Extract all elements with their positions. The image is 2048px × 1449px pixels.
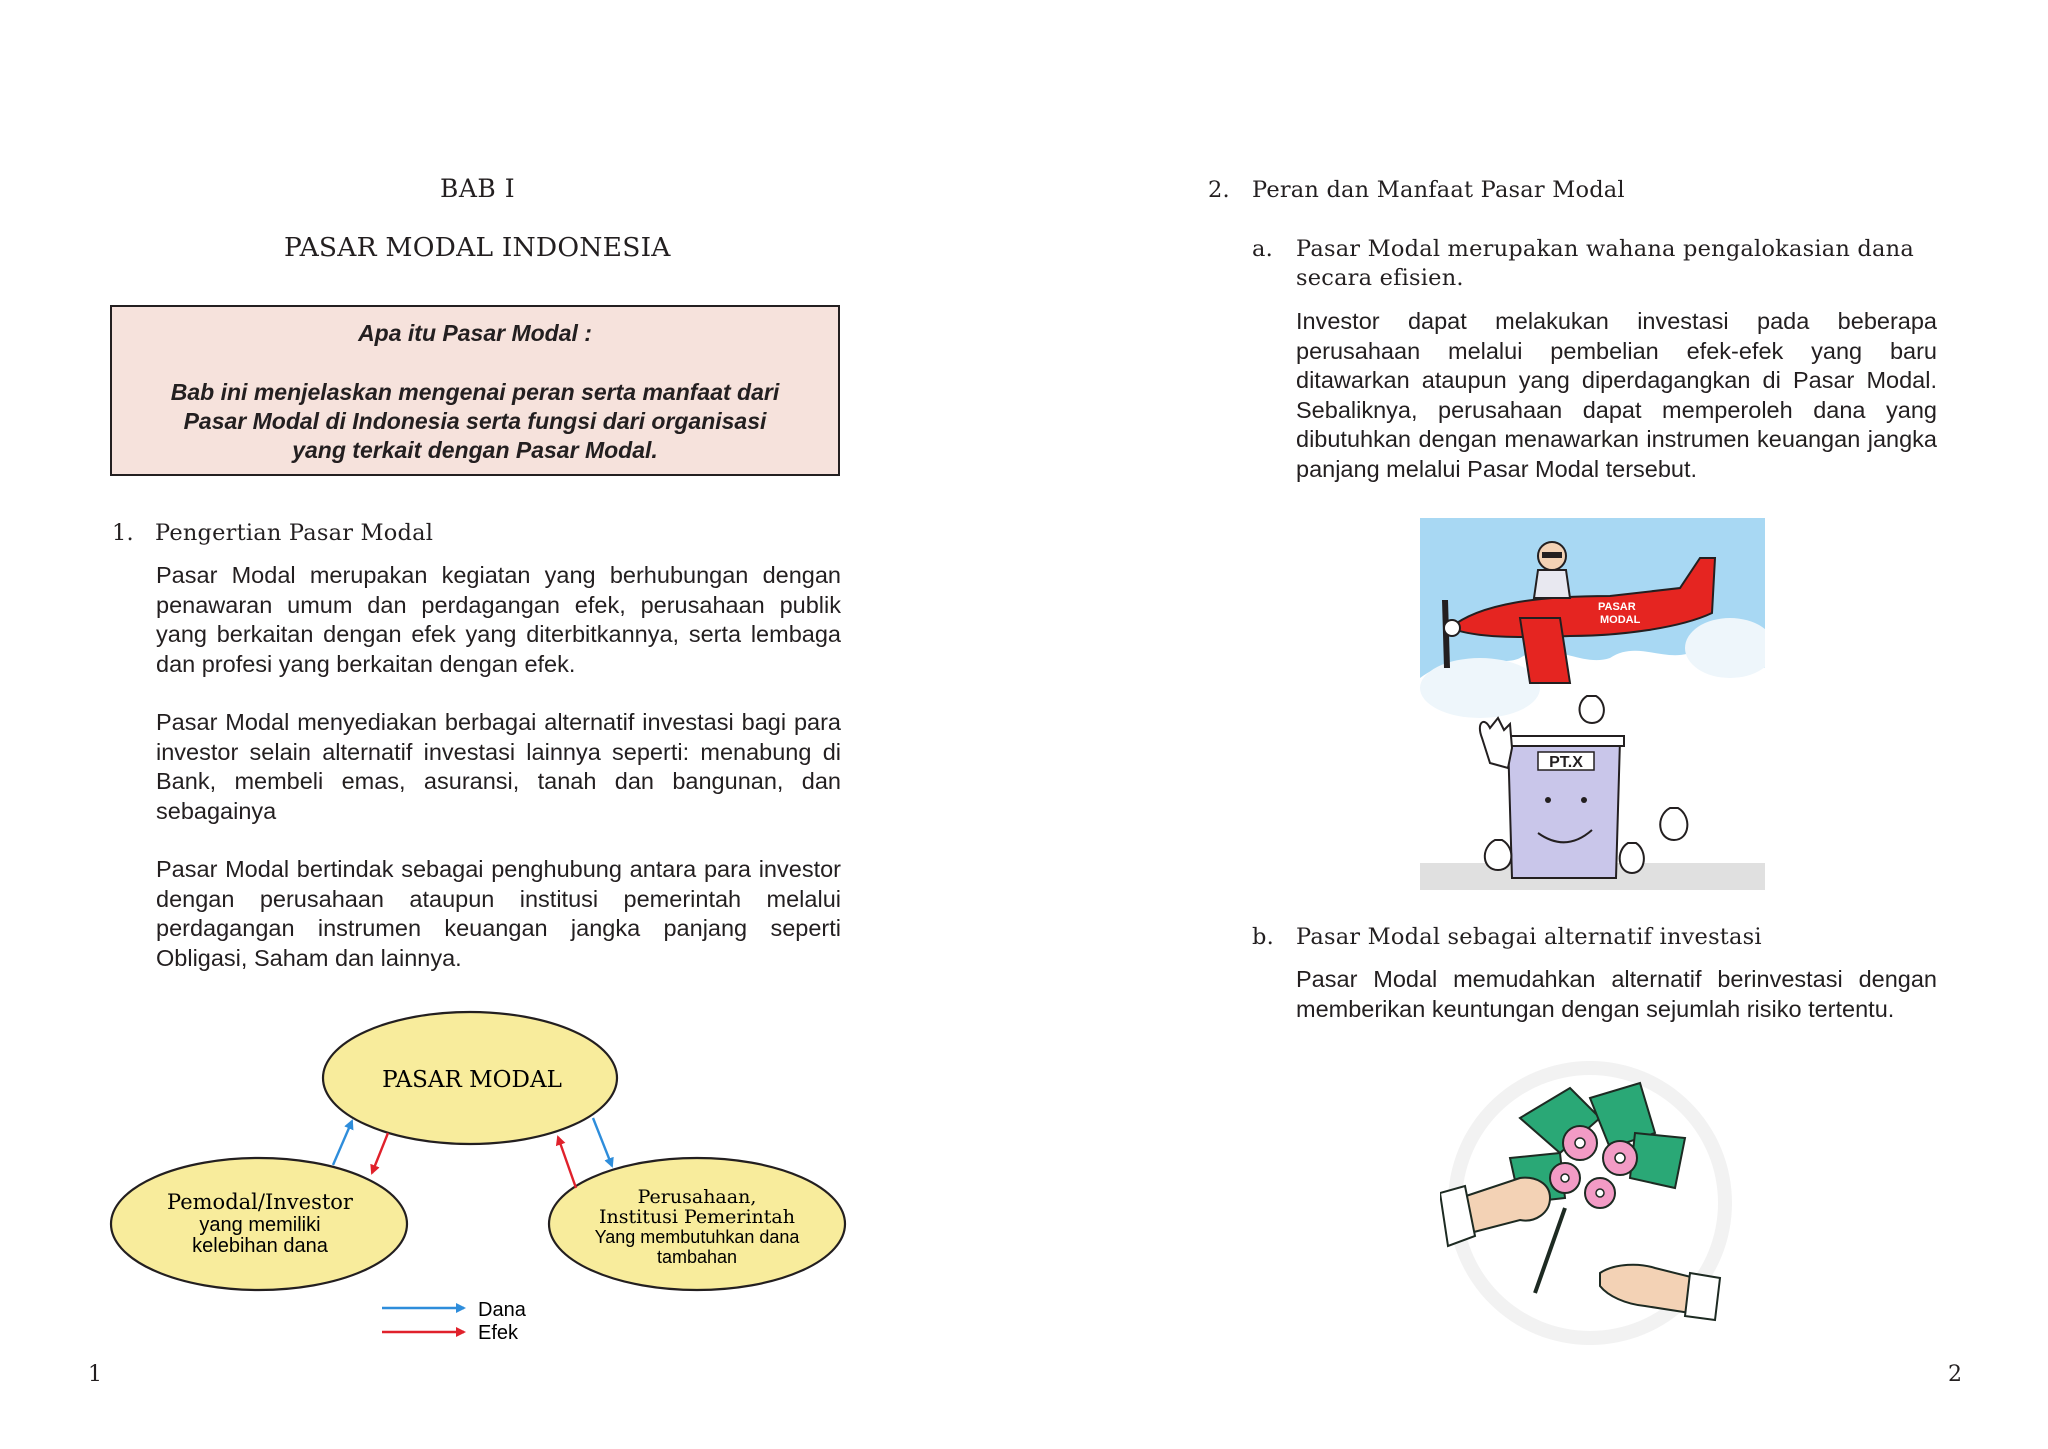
flower-center-icon — [1575, 1138, 1585, 1148]
flower-center-icon — [1561, 1174, 1569, 1182]
flower-center-icon — [1596, 1189, 1604, 1197]
section2-number: 2. — [1208, 177, 1230, 203]
item-b-letter: b. — [1252, 924, 1274, 950]
pasar-modal-label: PASAR MODAL — [382, 1067, 562, 1093]
intro-box-line2: Pasar Modal di Indonesia serta fungsi dari organisasi — [183, 408, 767, 434]
arrow-dana-left — [333, 1121, 352, 1165]
money-bouquet-illustration — [1440, 1058, 1740, 1348]
building-eye-icon — [1545, 797, 1551, 803]
item-b-paragraph: Pasar Modal memudahkan alternatif berinvestasi dengan memberikan keuntungan dengan sejumlah risiko tertentu. — [1296, 966, 1937, 1022]
sleeve-icon — [1685, 1273, 1720, 1320]
plane-text-2: MODAL — [1600, 614, 1641, 626]
building-eye-icon — [1581, 797, 1587, 803]
plane-text-1: PASAR — [1598, 601, 1636, 613]
money-leaf-icon — [1630, 1133, 1685, 1188]
section1-number: 1. — [112, 520, 134, 546]
intro-box-title: Apa itu Pasar Modal : — [358, 320, 592, 346]
money-bag-icon — [1660, 808, 1687, 840]
company-label-1: Perusahaan, — [637, 1186, 757, 1208]
item-a-letter: a. — [1252, 236, 1273, 262]
building-text: PT.X — [1549, 754, 1583, 771]
investor-label-3: kelebihan dana — [192, 1235, 328, 1257]
section2-title: Peran dan Manfaat Pasar Modal — [1252, 177, 1625, 203]
money-bag-icon — [1485, 840, 1512, 870]
arrow-efek-right — [558, 1137, 576, 1188]
flow-diagram — [100, 1005, 860, 1350]
arrow-dana-right — [593, 1118, 612, 1166]
flower-center-icon — [1615, 1153, 1625, 1163]
company-label-4: tambahan — [656, 1247, 738, 1267]
cloud-puff-icon — [1420, 658, 1540, 718]
company-label-3: Yang membutuhkan dana — [594, 1227, 800, 1247]
plane-nose-icon — [1444, 620, 1460, 636]
item-a-title-line1: Pasar Modal merupakan wahana pengalokasian dana — [1296, 236, 1914, 262]
pilot-sunglasses-icon — [1542, 552, 1562, 558]
chapter-label: BAB I — [440, 174, 516, 203]
pilot-body-icon — [1534, 570, 1570, 598]
plane-wing-icon — [1520, 618, 1570, 683]
money-bag-icon — [1620, 843, 1644, 873]
investor-label-1: Pemodal/Investor — [167, 1190, 353, 1214]
legend-efek-label: Efek — [478, 1322, 519, 1344]
intro-box-line1: Bab ini menjelaskan mengenai peran serta manfaat dari — [170, 379, 780, 405]
section1-paragraph-1: Pasar Modal merupakan kegiatan yang berhubungan dengan penawaran umum dan perdagangan efek, perusahaan publik yang berkaitan dengan efek yang diterbitkannya, serta lembaga dan profesi yang berkaitan dengan efek. — [156, 562, 841, 677]
item-a-title-line2: secara efisien. — [1296, 265, 1464, 291]
investor-label-2: yang memiliki — [199, 1214, 321, 1236]
item-b-title: Pasar Modal sebagai alternatif investasi — [1296, 924, 1762, 950]
plane-illustration — [1420, 518, 1765, 890]
section1-paragraph-2: Pasar Modal menyediakan berbagai alternatif investasi bagi para investor selain alternatif investasi lainnya seperti: menabung di Bank, membeli emas, asuransi, tanah dan bangunan, dan sebagainya — [156, 709, 841, 824]
section1-paragraph-3: Pasar Modal bertindak sebagai penghubung antara para investor dengan perusahaan ataupun institusi pemerintah melalui perdagangan instrumen keuangan jangka panjang seperti Obligasi, Saham dan lainnya. — [156, 856, 841, 971]
item-a-paragraph: Investor dapat melakukan investasi pada beberapa perusahaan melalui pembelian efek-efek yang baru ditawarkan ataupun yang diperdagangkan di Pasar Modal. Sebaliknya, perusahaan dapat memperoleh dana yang dibutuhkan dengan menawarkan instrumen keuangan jangka panjang melalui Pasar Modal tersebut. — [1296, 308, 1937, 482]
page-number-left: 1 — [88, 1362, 102, 1387]
legend-dana-label: Dana — [478, 1299, 526, 1321]
page-number-right: 2 — [1948, 1362, 1962, 1387]
company-label-2: Institusi Pemerintah — [599, 1206, 795, 1228]
building-roof — [1504, 736, 1624, 746]
money-bag-icon — [1580, 696, 1604, 723]
section1-title: Pengertian Pasar Modal — [155, 520, 434, 546]
intro-box-line3: yang terkait dengan Pasar Modal. — [292, 437, 658, 463]
chapter-title: PASAR MODAL INDONESIA — [284, 232, 671, 263]
intro-box — [110, 305, 840, 476]
arrow-efek-left — [372, 1133, 388, 1173]
